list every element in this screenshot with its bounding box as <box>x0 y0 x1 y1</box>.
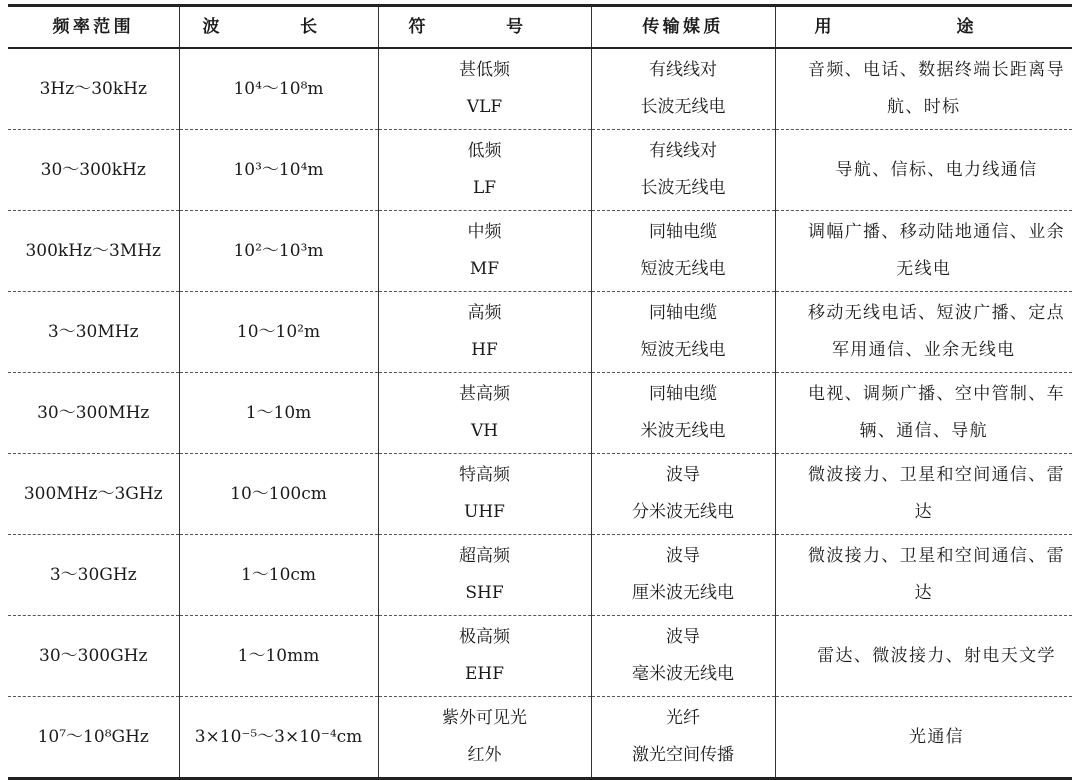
use-text: 雷达、微波接力、射电天文学 <box>817 645 1056 666</box>
symbol-cell <box>378 48 591 130</box>
medium-cell <box>591 211 775 292</box>
wavelength: 1～10cm <box>240 564 317 585</box>
medium-line-1: 波导 <box>666 627 700 647</box>
medium-line-1: 光纤 <box>666 708 700 728</box>
use-text: 光通信 <box>908 726 965 747</box>
wavelength-cell <box>179 130 378 211</box>
header-medium: 传输媒质 <box>591 6 775 49</box>
use-text: 调幅广播、移动陆地通信、业余无线电 <box>807 222 1066 279</box>
wavelength-cell <box>179 292 378 373</box>
medium-line-2: 米波无线电 <box>640 421 726 441</box>
symbol-abbreviation: HF <box>471 340 498 360</box>
medium-line-2: 毫米波无线电 <box>632 664 734 684</box>
symbol-cell <box>378 292 591 373</box>
symbol-abbreviation: MF <box>469 259 500 279</box>
wavelength: 10³～10⁴m <box>233 159 324 180</box>
medium-line-2: 分米波无线电 <box>632 502 734 522</box>
symbol-chinese: 低频 <box>467 141 502 161</box>
use-text: 电视、调频广播、空中管制、车辆、通信、导航 <box>807 384 1066 441</box>
header-wavelength: 波 长 <box>179 6 378 49</box>
frequency-range-cell <box>8 616 179 697</box>
wavelength-cell <box>179 373 378 454</box>
frequency-band-table <box>8 4 1072 780</box>
medium-cell <box>591 616 775 697</box>
symbol-cell <box>378 373 591 454</box>
use-cell <box>775 454 1072 535</box>
wavelength: 1～10mm <box>237 645 320 666</box>
symbol-cell <box>378 130 591 211</box>
medium-cell <box>591 292 775 373</box>
wavelength-cell <box>179 454 378 535</box>
use-cell <box>775 616 1072 697</box>
medium-line-2: 激光空间传播 <box>632 745 734 765</box>
use-cell <box>775 211 1072 292</box>
frequency-range-cell <box>8 373 179 454</box>
use-cell <box>775 292 1072 373</box>
medium-line-2: 长波无线电 <box>640 97 726 117</box>
frequency-range-cell <box>8 697 179 779</box>
frequency-range-cell <box>8 48 179 130</box>
frequency-range: 30～300MHz <box>37 402 150 423</box>
wavelength: 3×10⁻⁵～3×10⁻⁴cm <box>194 726 363 747</box>
use-cell <box>775 130 1072 211</box>
table-body <box>8 48 1072 779</box>
wavelength-cell <box>179 616 378 697</box>
symbol-chinese: 甚低频 <box>459 60 510 80</box>
use-cell <box>775 48 1072 130</box>
table-row <box>8 130 1072 211</box>
frequency-range: 30～300GHz <box>39 645 148 666</box>
symbol-cell <box>378 535 591 616</box>
frequency-range-cell <box>8 535 179 616</box>
medium-line-1: 有线线对 <box>649 60 717 80</box>
symbol-chinese: 超高频 <box>459 546 510 566</box>
symbol-abbreviation: UHF <box>464 502 505 522</box>
medium-cell <box>591 697 775 779</box>
frequency-range-cell <box>8 454 179 535</box>
symbol-chinese: 中频 <box>467 222 502 242</box>
table-row <box>8 211 1072 292</box>
symbol-abbreviation: SHF <box>465 583 504 603</box>
wavelength: 10～100cm <box>230 483 327 504</box>
medium-cell <box>591 454 775 535</box>
symbol-chinese: 甚高频 <box>459 384 510 404</box>
symbol-chinese: 特高频 <box>459 465 510 485</box>
wavelength: 10²～10³m <box>233 240 324 261</box>
table-row <box>8 616 1072 697</box>
wavelength: 1～10m <box>245 402 312 423</box>
symbol-chinese: 高频 <box>467 303 502 323</box>
medium-cell <box>591 373 775 454</box>
frequency-range: 10⁷～10⁸GHz <box>37 726 149 747</box>
medium-cell <box>591 535 775 616</box>
medium-line-1: 同轴电缆 <box>649 384 717 404</box>
use-cell <box>775 373 1072 454</box>
frequency-range: 30～300kHz <box>40 159 146 180</box>
wavelength: 10～10²m <box>236 321 321 342</box>
medium-line-1: 波导 <box>666 546 700 566</box>
symbol-abbreviation: VLF <box>466 97 503 117</box>
medium-line-1: 有线线对 <box>649 141 717 161</box>
use-cell <box>775 535 1072 616</box>
symbol-abbreviation: EHF <box>464 664 505 684</box>
wavelength: 10⁴～10⁸m <box>233 78 324 99</box>
table-row <box>8 48 1072 130</box>
frequency-range-cell <box>8 130 179 211</box>
frequency-range: 3～30MHz <box>47 321 139 342</box>
header-frequency-range: 频率范围 <box>8 6 179 49</box>
symbol-chinese: 紫外可见光 <box>442 708 527 728</box>
symbol-chinese: 极高频 <box>459 627 510 647</box>
use-text: 移动无线电话、短波广播、定点军用通信、业余无线电 <box>807 303 1066 360</box>
medium-line-1: 同轴电缆 <box>649 222 717 242</box>
medium-line-2: 厘米波无线电 <box>632 583 734 603</box>
use-cell <box>775 697 1072 779</box>
table-row <box>8 373 1072 454</box>
use-text: 微波接力、卫星和空间通信、雷达 <box>807 546 1066 603</box>
symbol-abbreviation: 红外 <box>467 745 502 765</box>
use-text: 音频、电话、数据终端长距离导航、时标 <box>807 60 1066 117</box>
table-row <box>8 454 1072 535</box>
frequency-range: 300kHz～3MHz <box>25 240 162 261</box>
use-text: 微波接力、卫星和空间通信、雷达 <box>807 465 1066 522</box>
symbol-cell <box>378 616 591 697</box>
wavelength-cell <box>179 48 378 130</box>
medium-line-1: 同轴电缆 <box>649 303 717 323</box>
symbol-cell <box>378 454 591 535</box>
frequency-range: 3Hz～30kHz <box>39 78 147 99</box>
medium-line-2: 短波无线电 <box>640 259 726 279</box>
medium-cell <box>591 48 775 130</box>
medium-line-2: 短波无线电 <box>640 340 726 360</box>
frequency-range-cell <box>8 292 179 373</box>
frequency-range-cell <box>8 211 179 292</box>
wavelength-cell <box>179 211 378 292</box>
frequency-range: 300MHz～3GHz <box>23 483 163 504</box>
symbol-abbreviation: VH <box>470 421 499 441</box>
wavelength-cell <box>179 697 378 779</box>
wavelength-cell <box>179 535 378 616</box>
symbol-cell <box>378 697 591 779</box>
frequency-range: 3～30GHz <box>49 564 137 585</box>
symbol-cell <box>378 211 591 292</box>
table-row <box>8 535 1072 616</box>
symbol-abbreviation: LF <box>472 178 497 198</box>
table-row <box>8 697 1072 779</box>
header-symbol: 符 号 <box>378 6 591 49</box>
use-text: 导航、信标、电力线通信 <box>835 159 1038 180</box>
medium-cell <box>591 130 775 211</box>
table-header-row <box>8 6 1072 49</box>
medium-line-2: 长波无线电 <box>640 178 726 198</box>
table-row <box>8 292 1072 373</box>
header-use: 用 途 <box>775 6 1072 49</box>
medium-line-1: 波导 <box>666 465 700 485</box>
